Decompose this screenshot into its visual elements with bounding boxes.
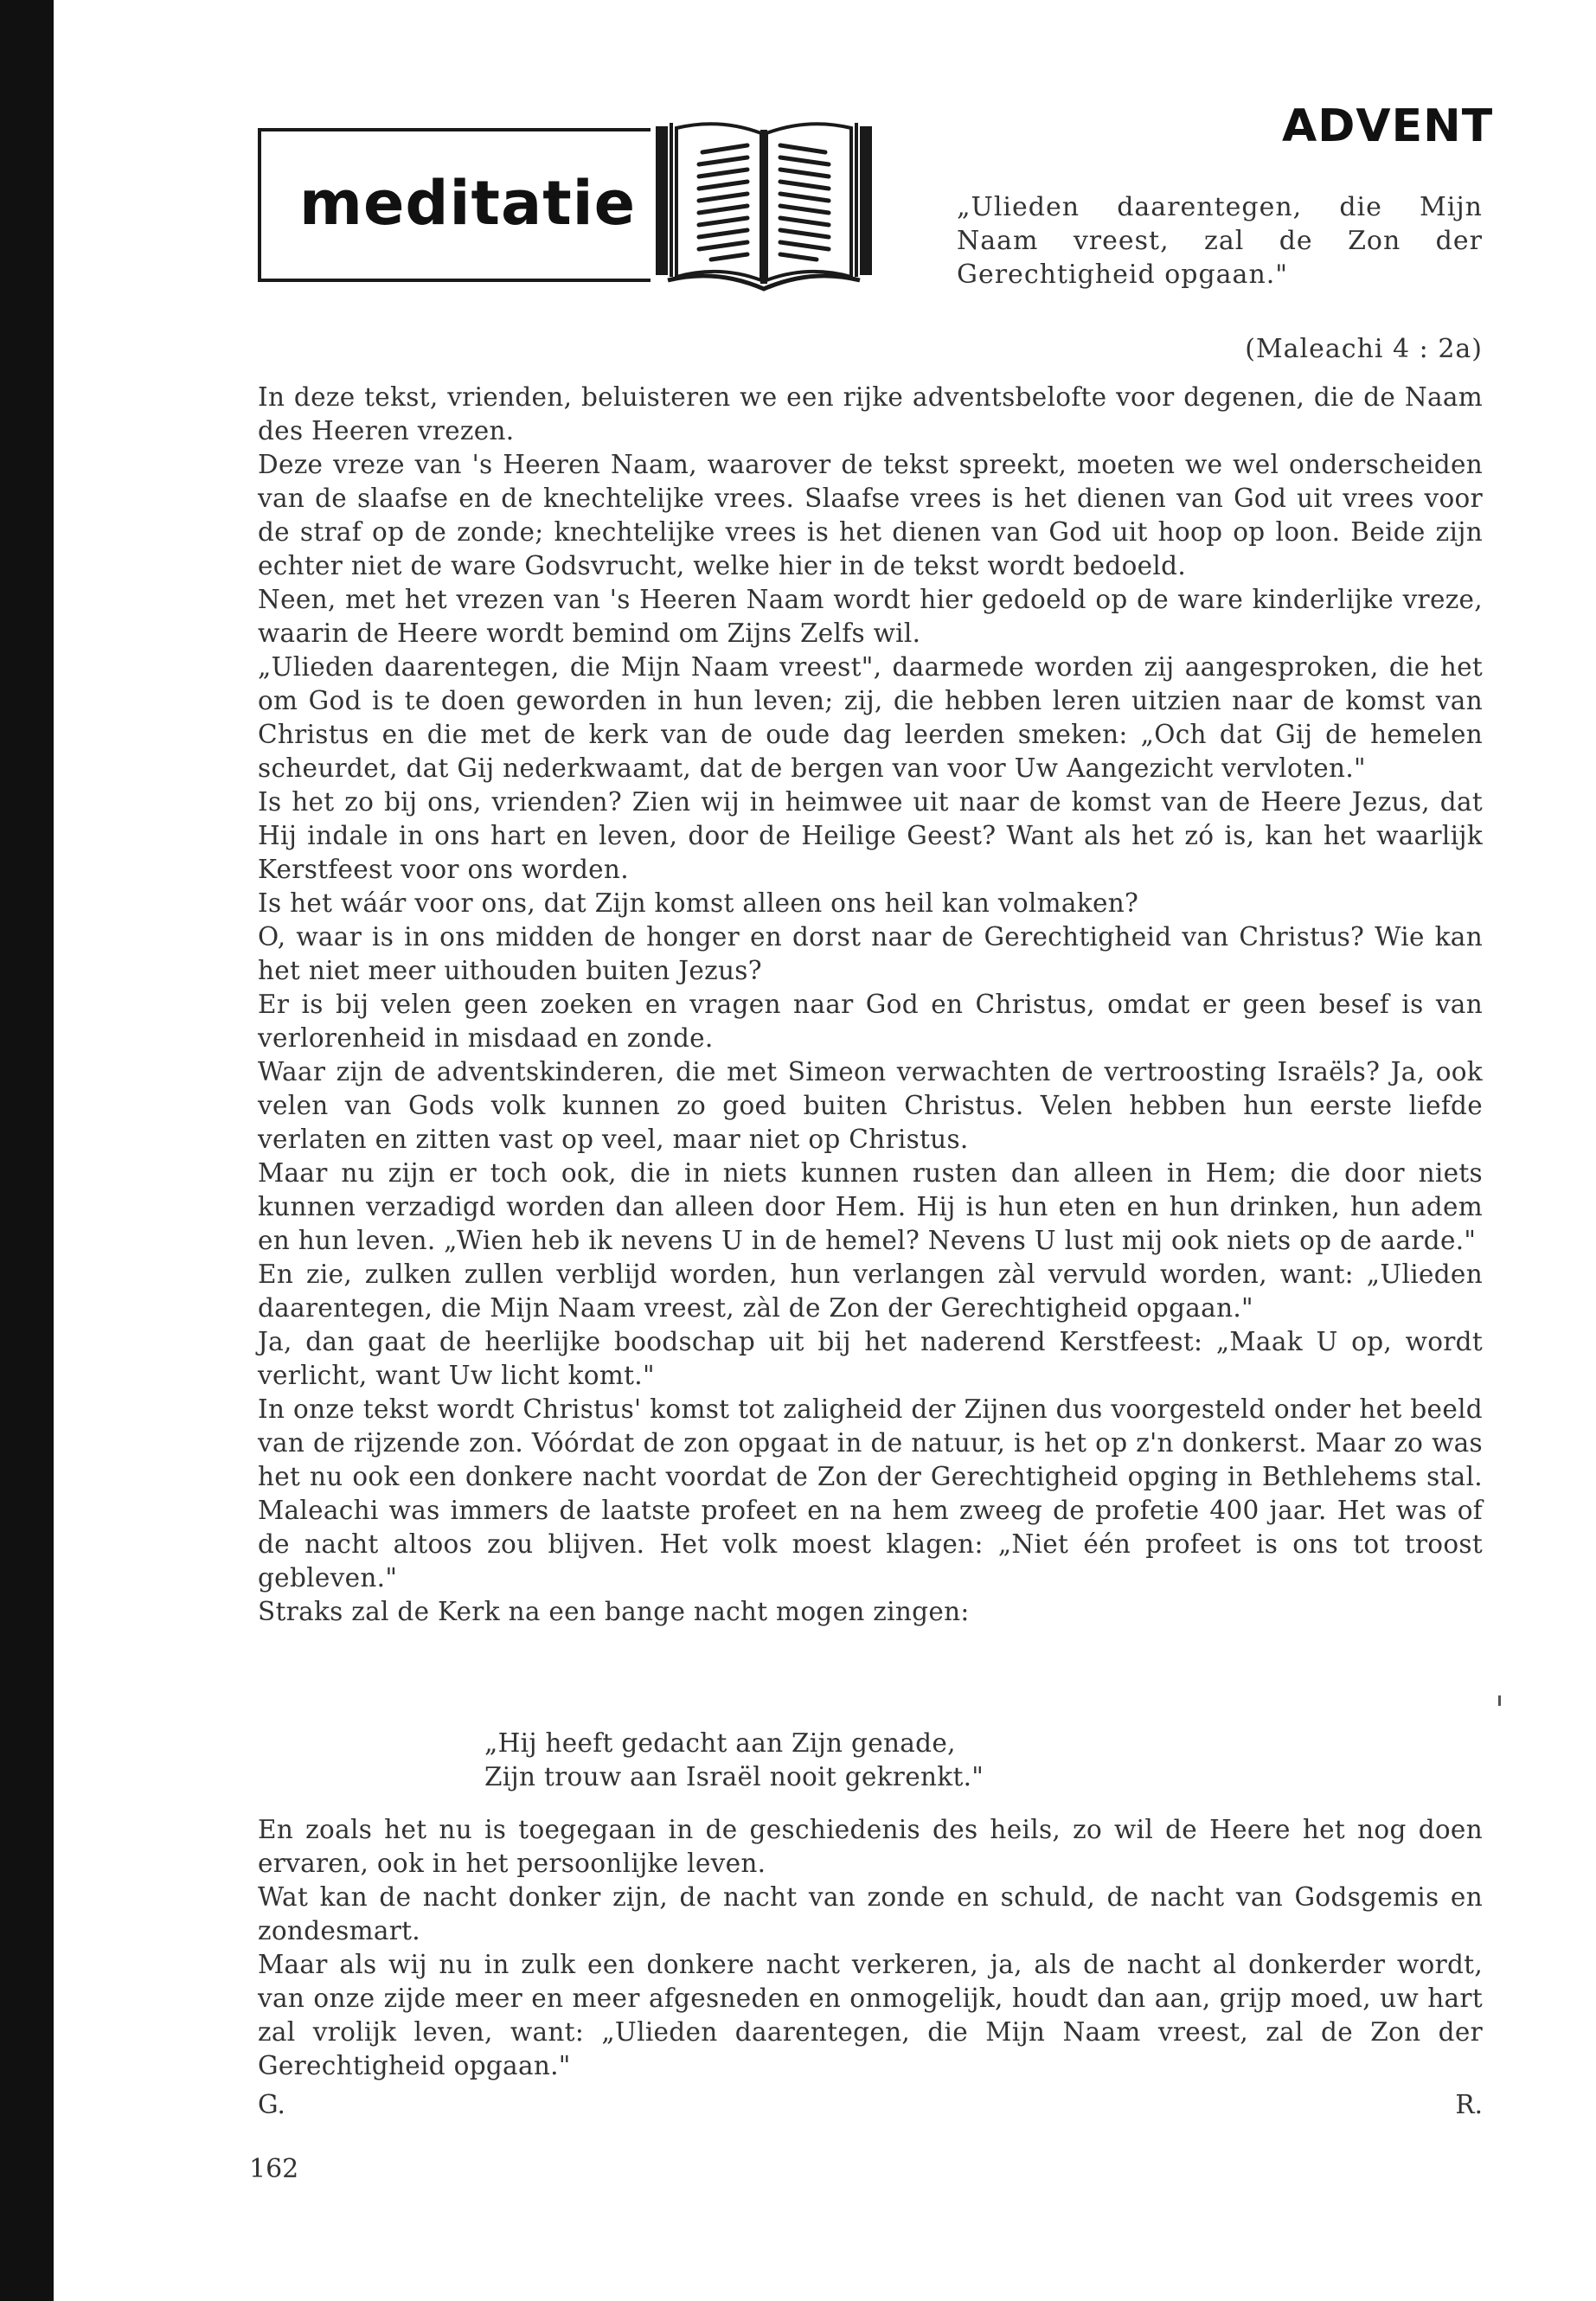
scan-speck (1498, 1695, 1501, 1706)
signature-left: G. (258, 2090, 285, 2119)
body-paragraph: Neen, met het vrezen van 's Heeren Naam wordt hier gedoeld op de ware kinderlijke vreze, waarin de Heere wordt bemind om Zijns Zelfs wil. (258, 585, 1483, 648)
closing-paragraph: Maar als wij nu in zulk een donkere nacht verkeren, ja, als de nacht al donkerder wordt, van onze zijde meer en meer afgesneden en onmogelijk, houdt dan aan, grijp moed, uw hart zal vrolijk leven, want: „Ulieden daarentegen, die Mijn Naam vreest, zal de Zon der Gerechtigheid opgaan." (258, 1950, 1483, 2080)
body-paragraph: O, waar is in ons midden de honger en dorst naar de Gerechtigheid van Christus? Wie kan het niet meer uithouden buiten Jezus? (258, 922, 1483, 985)
closing-paragraph: Wat kan de nacht donker zijn, de nacht van zonde en schuld, de nacht van Godsgemis en zondesmart. (258, 1882, 1483, 1945)
signature-right: R. (1455, 2090, 1483, 2119)
body-paragraph: Waar zijn de adventskinderen, die met Simeon verwachten de vertroosting Israëls? Ja, ook velen van Gods volk kunnen zo goed buiten Christus. Velen hebben hun eerste liefde verlaten en zitten vast op veel, maar niet op Christus. (258, 1057, 1483, 1154)
scan-edge-bar (0, 0, 54, 2301)
body-paragraph: Ja, dan gaat de heerlijke boodschap uit bij het naderend Kerstfeest: „Maak U op, wordt verlicht, want Uw licht komt." (258, 1327, 1483, 1390)
epigraph-quote: „Ulieden daarentegen, die Mijn Naam vreest, zal de Zon der Gerechtigheid opgaan." (957, 192, 1483, 290)
poem-quote (484, 1727, 1176, 1794)
page-number: 162 (249, 2154, 299, 2184)
body-paragraph: En zie, zulken zullen verblijd worden, hun verlangen zàl vervuld worden, want: „Ulieden daarentegen, die Mijn Naam vreest, zàl de Zon der Gerechtigheid opgaan." (258, 1259, 1483, 1323)
closing-paragraph: En zoals het nu is toegegaan in de geschiedenis des heils, zo wil de Heere het nog doen ervaren, ook in het persoonlijke leven. (258, 1815, 1483, 1878)
closing-body (258, 1813, 1483, 2083)
meditatie-label: meditatie (299, 168, 637, 239)
body-paragraph: In onze tekst wordt Christus' komst tot zaligheid der Zijnen dus voorgesteld onder het beeld van de rijzende zon. Vóórdat de zon opgaat in de natuur, is het op z'n donkerst. Maar zo was het nu ook een donkere nacht voordat de Zon der Gerechtigheid opging in Bethlehems stal. Maleachi was immers de laatste profeet en na hem zweeg de profetie 400 jaar. Het was of de nacht altoos zou blijven. Het volk moest klagen: „Niet één profeet is ons tot troost gebleven." (258, 1394, 1483, 1593)
body-paragraph: In deze tekst, vrienden, beluisteren we een rijke adventsbelofte voor degenen, die de Naam des Heeren vrezen. (258, 382, 1483, 445)
body-paragraph: Is het wáár voor ons, dat Zijn komst alleen ons heil kan volmaken? (258, 888, 1139, 918)
body-paragraph: Deze vreze van 's Heeren Naam, waarover de tekst spreekt, moeten we wel onderscheiden van de slaafse en de knechtelijke vrees. Slaafse vrees is het dienen van God uit vrees voor de straf op de zonde; knechtelijke vrees is het dienen van God uit hoop op loon. Beide zijn echter niet de ware Godsvrucht, welke hier in de tekst wordt bedoeld. (258, 450, 1483, 580)
section-title: ADVENT (1282, 100, 1494, 152)
open-book-icon (651, 116, 877, 296)
meditation-body (258, 381, 1483, 1629)
body-paragraph: Maar nu zijn er toch ook, die in niets kunnen rusten dan alleen in Hem; die door niets kunnen verzadigd worden dan alleen door Hem. Hij is hun eten en hun drinken, hun adem en hun leven. „Wien heb ik nevens U in de hemel? Nevens U lust mij ook niets op de aarde." (258, 1158, 1483, 1255)
poem-line: Zijn trouw aan Israël nooit gekrenkt." (484, 1762, 984, 1791)
body-paragraph: Is het zo bij ons, vrienden? Zien wij in heimwee uit naar de komst van de Heere Jezus, dat Hij indale in ons hart en leven, door de Heilige Geest? Want als het zó is, kan het waarlijk Kerstfeest voor ons worden. (258, 787, 1483, 884)
body-paragraph: Straks zal de Kerk na een bange nacht mogen zingen: (258, 1597, 970, 1626)
poem-line: „Hij heeft gedacht aan Zijn genade, (484, 1728, 956, 1758)
body-paragraph: Er is bij velen geen zoeken en vragen naar God en Christus, omdat er geen besef is van verlorenheid in misdaad en zonde. (258, 990, 1483, 1053)
body-paragraph: „Ulieden daarentegen, die Mijn Naam vreest", daarmede worden zij aangesproken, die het om God is te doen geworden in hun leven; zij, die hebben leren uitzien naar de komst van Christus en die met de kerk van de oude dag leerden smeken: „Och dat Gij de hemelen scheurdet, dat Gij nederkwaamt, dat de bergen van voor Uw Aangezicht vervloten." (258, 652, 1483, 783)
epigraph-reference: (Maleachi 4 : 2a) (1245, 334, 1483, 364)
